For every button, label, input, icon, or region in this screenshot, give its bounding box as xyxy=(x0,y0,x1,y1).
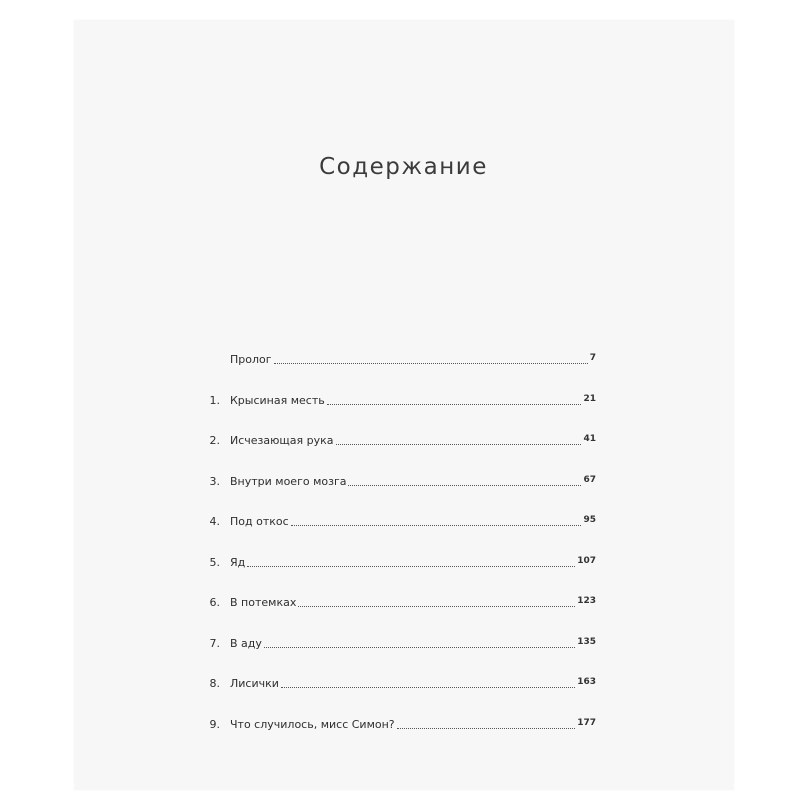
toc-entry-page-number: 21 xyxy=(583,393,596,404)
toc-entry-page-number: 7 xyxy=(589,353,596,363)
toc-entry xyxy=(200,593,596,613)
toc-entry-number: 5. xyxy=(209,555,220,569)
toc-entry xyxy=(200,350,596,370)
toc-entry xyxy=(200,553,596,573)
toc-entry xyxy=(200,391,596,411)
toc-entry xyxy=(200,431,596,451)
toc-entry-number: 8. xyxy=(209,677,220,690)
toc-entry-number: 6. xyxy=(209,596,220,609)
toc-dot-leader xyxy=(348,485,581,486)
toc-entry xyxy=(200,512,596,532)
toc-entry xyxy=(200,634,596,654)
toc-entry-number: 4. xyxy=(209,515,220,528)
toc-entry-title: Лисички xyxy=(230,677,279,690)
toc-entry-page-number: 123 xyxy=(577,596,596,606)
toc-entry-number: 9. xyxy=(209,717,220,731)
toc-entry-page-number: 41 xyxy=(583,434,596,444)
toc-entry-title: Крысиная месть xyxy=(230,393,325,407)
toc-dot-leader xyxy=(264,647,575,648)
toc-entry-title: Пролог xyxy=(230,353,272,366)
toc-dot-leader xyxy=(247,566,575,567)
toc-dot-leader xyxy=(298,606,575,607)
toc-entry-number: 1. xyxy=(209,393,220,407)
toc-entry-title: В аду xyxy=(230,636,262,650)
toc-dot-leader xyxy=(336,444,581,445)
toc-entry-title: Внутри моего мозга xyxy=(230,474,347,488)
toc-dot-leader xyxy=(327,404,581,405)
toc-entry-page-number: 107 xyxy=(577,555,596,566)
toc-dot-leader xyxy=(281,687,575,688)
toc-entry-number: 7. xyxy=(209,636,220,650)
toc-entry-title: Яд xyxy=(230,555,246,569)
toc-entry-page-number: 177 xyxy=(577,717,596,728)
toc-entry-title: Под откос xyxy=(230,515,289,528)
toc-entry-number: 2. xyxy=(209,434,220,447)
toc-entry-page-number: 163 xyxy=(577,677,596,687)
toc-entry-number: 3. xyxy=(209,474,220,488)
toc-entry-title: Что случилось, мисс Симон? xyxy=(230,717,395,731)
toc-entry xyxy=(200,472,596,492)
page-title: Содержание xyxy=(319,154,488,180)
toc-dot-leader xyxy=(397,728,575,729)
toc-entry-page-number: 135 xyxy=(577,636,596,647)
toc-entry-title: В потемках xyxy=(230,596,297,609)
toc-entry xyxy=(200,715,596,735)
toc-entry xyxy=(200,674,596,694)
toc-dot-leader xyxy=(291,525,581,526)
toc-entry-title: Исчезающая рука xyxy=(230,434,334,447)
toc-dot-leader xyxy=(274,363,588,364)
toc-entry-page-number: 67 xyxy=(583,474,596,485)
toc-entry-page-number: 95 xyxy=(583,515,596,525)
